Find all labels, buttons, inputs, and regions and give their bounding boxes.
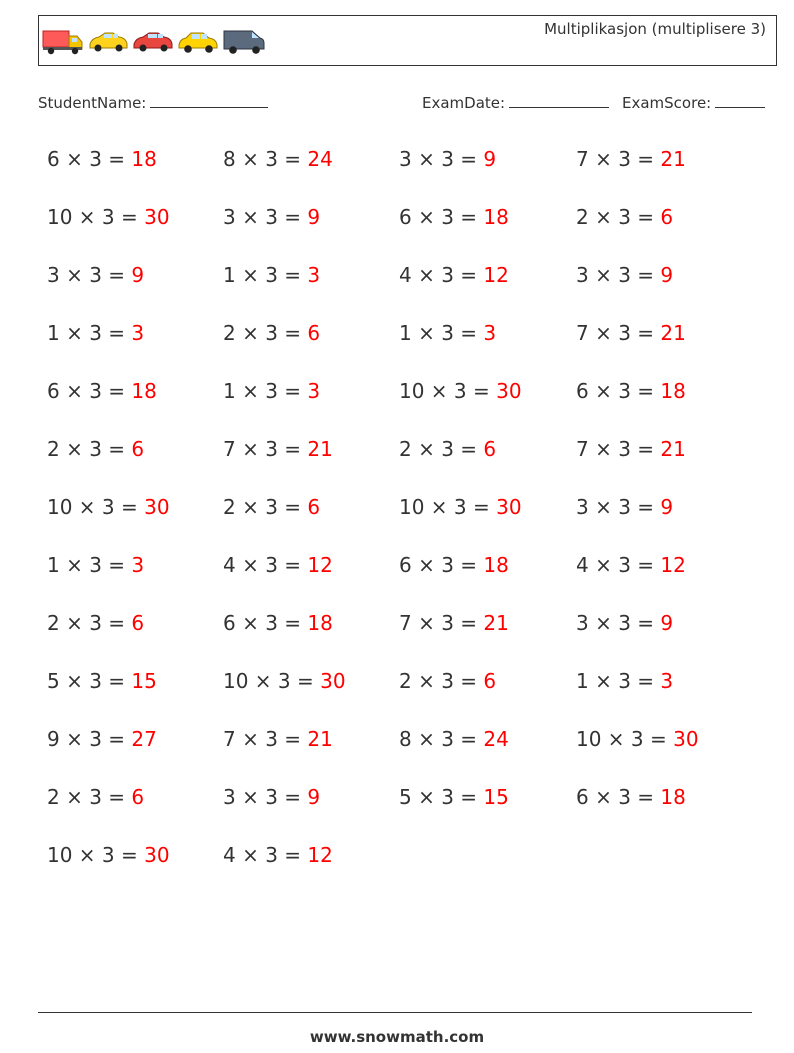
truck-icon [42,28,84,56]
problem-question: 2 × 3 = [47,785,132,809]
problem-answer: 30 [144,205,170,229]
problem-item [223,727,333,751]
problem-answer: 18 [131,379,157,403]
problem-item [399,669,496,693]
problem-item [47,321,144,345]
problem-answer: 24 [483,727,509,751]
problem-answer: 30 [144,843,170,867]
problem-answer: 6 [131,785,145,809]
problem-answer: 21 [307,727,333,751]
problem-item [576,553,686,577]
problem-answer: 3 [483,321,497,345]
problem-question: 10 × 3 = [399,379,497,403]
problem-question: 10 × 3 = [47,205,145,229]
problem-question: 10 × 3 = [47,843,145,867]
exam-score-label: ExamScore: [622,94,712,112]
student-name-blank[interactable] [150,93,268,108]
problem-question: 2 × 3 = [47,437,132,461]
problem-item [399,263,509,287]
problem-item [223,785,320,809]
problem-answer: 12 [660,553,686,577]
problem-question: 7 × 3 = [223,727,308,751]
problem-item [47,205,170,229]
problem-question: 2 × 3 = [399,437,484,461]
problem-question: 2 × 3 = [223,321,308,345]
problem-answer: 12 [307,553,333,577]
problem-question: 10 × 3 = [399,495,497,519]
problem-answer: 12 [307,843,333,867]
problem-question: 3 × 3 = [223,785,308,809]
problem-item [399,379,522,403]
problem-item [576,379,686,403]
problem-item [47,611,144,635]
problem-answer: 30 [673,727,699,751]
problem-item [576,321,686,345]
problem-item [399,785,509,809]
problem-item [576,611,673,635]
problem-item [223,379,320,403]
problem-answer: 6 [483,669,497,693]
problem-item [223,843,333,867]
problem-question: 6 × 3 = [47,147,132,171]
problem-item [576,437,686,461]
problem-question: 6 × 3 = [576,785,661,809]
problem-item [47,843,170,867]
problem-question: 4 × 3 = [223,843,308,867]
problem-answer: 30 [496,379,522,403]
exam-date-label: ExamDate: [422,94,506,112]
problem-answer: 30 [320,669,346,693]
red-car-icon [132,28,174,56]
problem-item [223,553,333,577]
problem-question: 6 × 3 = [47,379,132,403]
van-icon [222,28,266,56]
problem-item [223,437,333,461]
problem-question: 4 × 3 = [399,263,484,287]
problem-item [47,263,144,287]
problem-item [576,263,673,287]
footer-divider [38,1012,752,1013]
problem-answer: 18 [660,379,686,403]
problem-item [399,147,496,171]
problem-question: 3 × 3 = [399,147,484,171]
problem-question: 1 × 3 = [47,553,132,577]
problem-answer: 21 [660,147,686,171]
problem-item [576,147,686,171]
problem-item [399,495,522,519]
problem-answer: 24 [307,147,333,171]
problem-answer: 6 [131,437,145,461]
problem-question: 6 × 3 = [223,611,308,635]
problem-question: 5 × 3 = [399,785,484,809]
problem-answer: 21 [660,437,686,461]
student-name-field [38,93,268,112]
problem-answer: 6 [483,437,497,461]
problem-question: 2 × 3 = [576,205,661,229]
problem-question: 6 × 3 = [399,553,484,577]
problem-answer: 9 [660,495,674,519]
problem-answer: 6 [307,321,321,345]
problem-question: 3 × 3 = [576,495,661,519]
problem-question: 6 × 3 = [399,205,484,229]
problem-question: 5 × 3 = [47,669,132,693]
problem-question: 4 × 3 = [223,553,308,577]
problem-item [47,495,170,519]
problem-item [223,147,333,171]
header-box [38,15,777,66]
problem-item [399,437,496,461]
problem-answer: 9 [483,147,497,171]
problem-answer: 18 [131,147,157,171]
problem-item [576,669,673,693]
problem-item [399,727,509,751]
problem-question: 2 × 3 = [223,495,308,519]
problem-question: 4 × 3 = [576,553,661,577]
problem-question: 2 × 3 = [47,611,132,635]
problem-item [47,379,157,403]
problem-question: 9 × 3 = [47,727,132,751]
problem-question: 10 × 3 = [47,495,145,519]
problem-item [223,495,320,519]
problem-answer: 21 [483,611,509,635]
problem-answer: 3 [660,669,674,693]
problem-answer: 30 [496,495,522,519]
problem-answer: 6 [660,205,674,229]
problem-answer: 3 [131,553,145,577]
footer-site: www.snowmath.com [309,1028,485,1046]
problem-question: 1 × 3 = [223,263,308,287]
problem-item [223,321,320,345]
problem-answer: 18 [307,611,333,635]
problem-answer: 3 [307,263,321,287]
problem-item [576,785,686,809]
problem-question: 7 × 3 = [576,147,661,171]
problem-answer: 6 [307,495,321,519]
problem-question: 1 × 3 = [576,669,661,693]
taxi-icon [87,28,129,56]
problem-question: 1 × 3 = [399,321,484,345]
worksheet-title: Multiplikasjon (multiplisere 3) [544,20,766,38]
problem-item [47,785,144,809]
problem-item [576,495,673,519]
problem-question: 7 × 3 = [399,611,484,635]
problem-item [223,611,333,635]
problem-question: 8 × 3 = [399,727,484,751]
problem-answer: 18 [483,553,509,577]
problem-item [47,727,157,751]
problem-answer: 9 [307,205,321,229]
problem-question: 3 × 3 = [47,263,132,287]
problem-question: 3 × 3 = [223,205,308,229]
problem-item [223,669,346,693]
problem-answer: 15 [131,669,157,693]
student-name-label: StudentName: [38,94,147,112]
exam-score-field [622,93,765,112]
problem-question: 1 × 3 = [47,321,132,345]
problem-answer: 21 [307,437,333,461]
problem-question: 3 × 3 = [576,263,661,287]
yellow-car-icon [177,28,219,56]
problem-item [399,321,496,345]
problem-question: 6 × 3 = [576,379,661,403]
problem-item [399,553,509,577]
problem-answer: 9 [660,611,674,635]
exam-date-field [422,93,609,112]
exam-score-blank[interactable] [715,93,765,108]
problem-item [223,263,320,287]
problem-question: 3 × 3 = [576,611,661,635]
problem-answer: 27 [131,727,157,751]
problem-answer: 30 [144,495,170,519]
problem-question: 10 × 3 = [576,727,674,751]
problem-item [399,205,509,229]
problem-item [47,553,144,577]
problem-question: 7 × 3 = [576,321,661,345]
problem-question: 2 × 3 = [399,669,484,693]
problem-question: 8 × 3 = [223,147,308,171]
problem-item [47,437,144,461]
problem-question: 7 × 3 = [576,437,661,461]
problem-item [223,205,320,229]
exam-date-blank[interactable] [509,93,609,108]
problem-item [47,669,157,693]
problem-answer: 15 [483,785,509,809]
problem-item [576,727,699,751]
problem-question: 10 × 3 = [223,669,321,693]
problem-answer: 9 [131,263,145,287]
problem-question: 7 × 3 = [223,437,308,461]
problem-answer: 12 [483,263,509,287]
problem-question: 1 × 3 = [223,379,308,403]
problem-answer: 9 [660,263,674,287]
problem-answer: 21 [660,321,686,345]
problem-answer: 18 [483,205,509,229]
problem-answer: 6 [131,611,145,635]
problem-answer: 9 [307,785,321,809]
problem-answer: 3 [307,379,321,403]
problem-answer: 18 [660,785,686,809]
problem-item [576,205,673,229]
problem-item [399,611,509,635]
problem-item [47,147,157,171]
problem-answer: 3 [131,321,145,345]
